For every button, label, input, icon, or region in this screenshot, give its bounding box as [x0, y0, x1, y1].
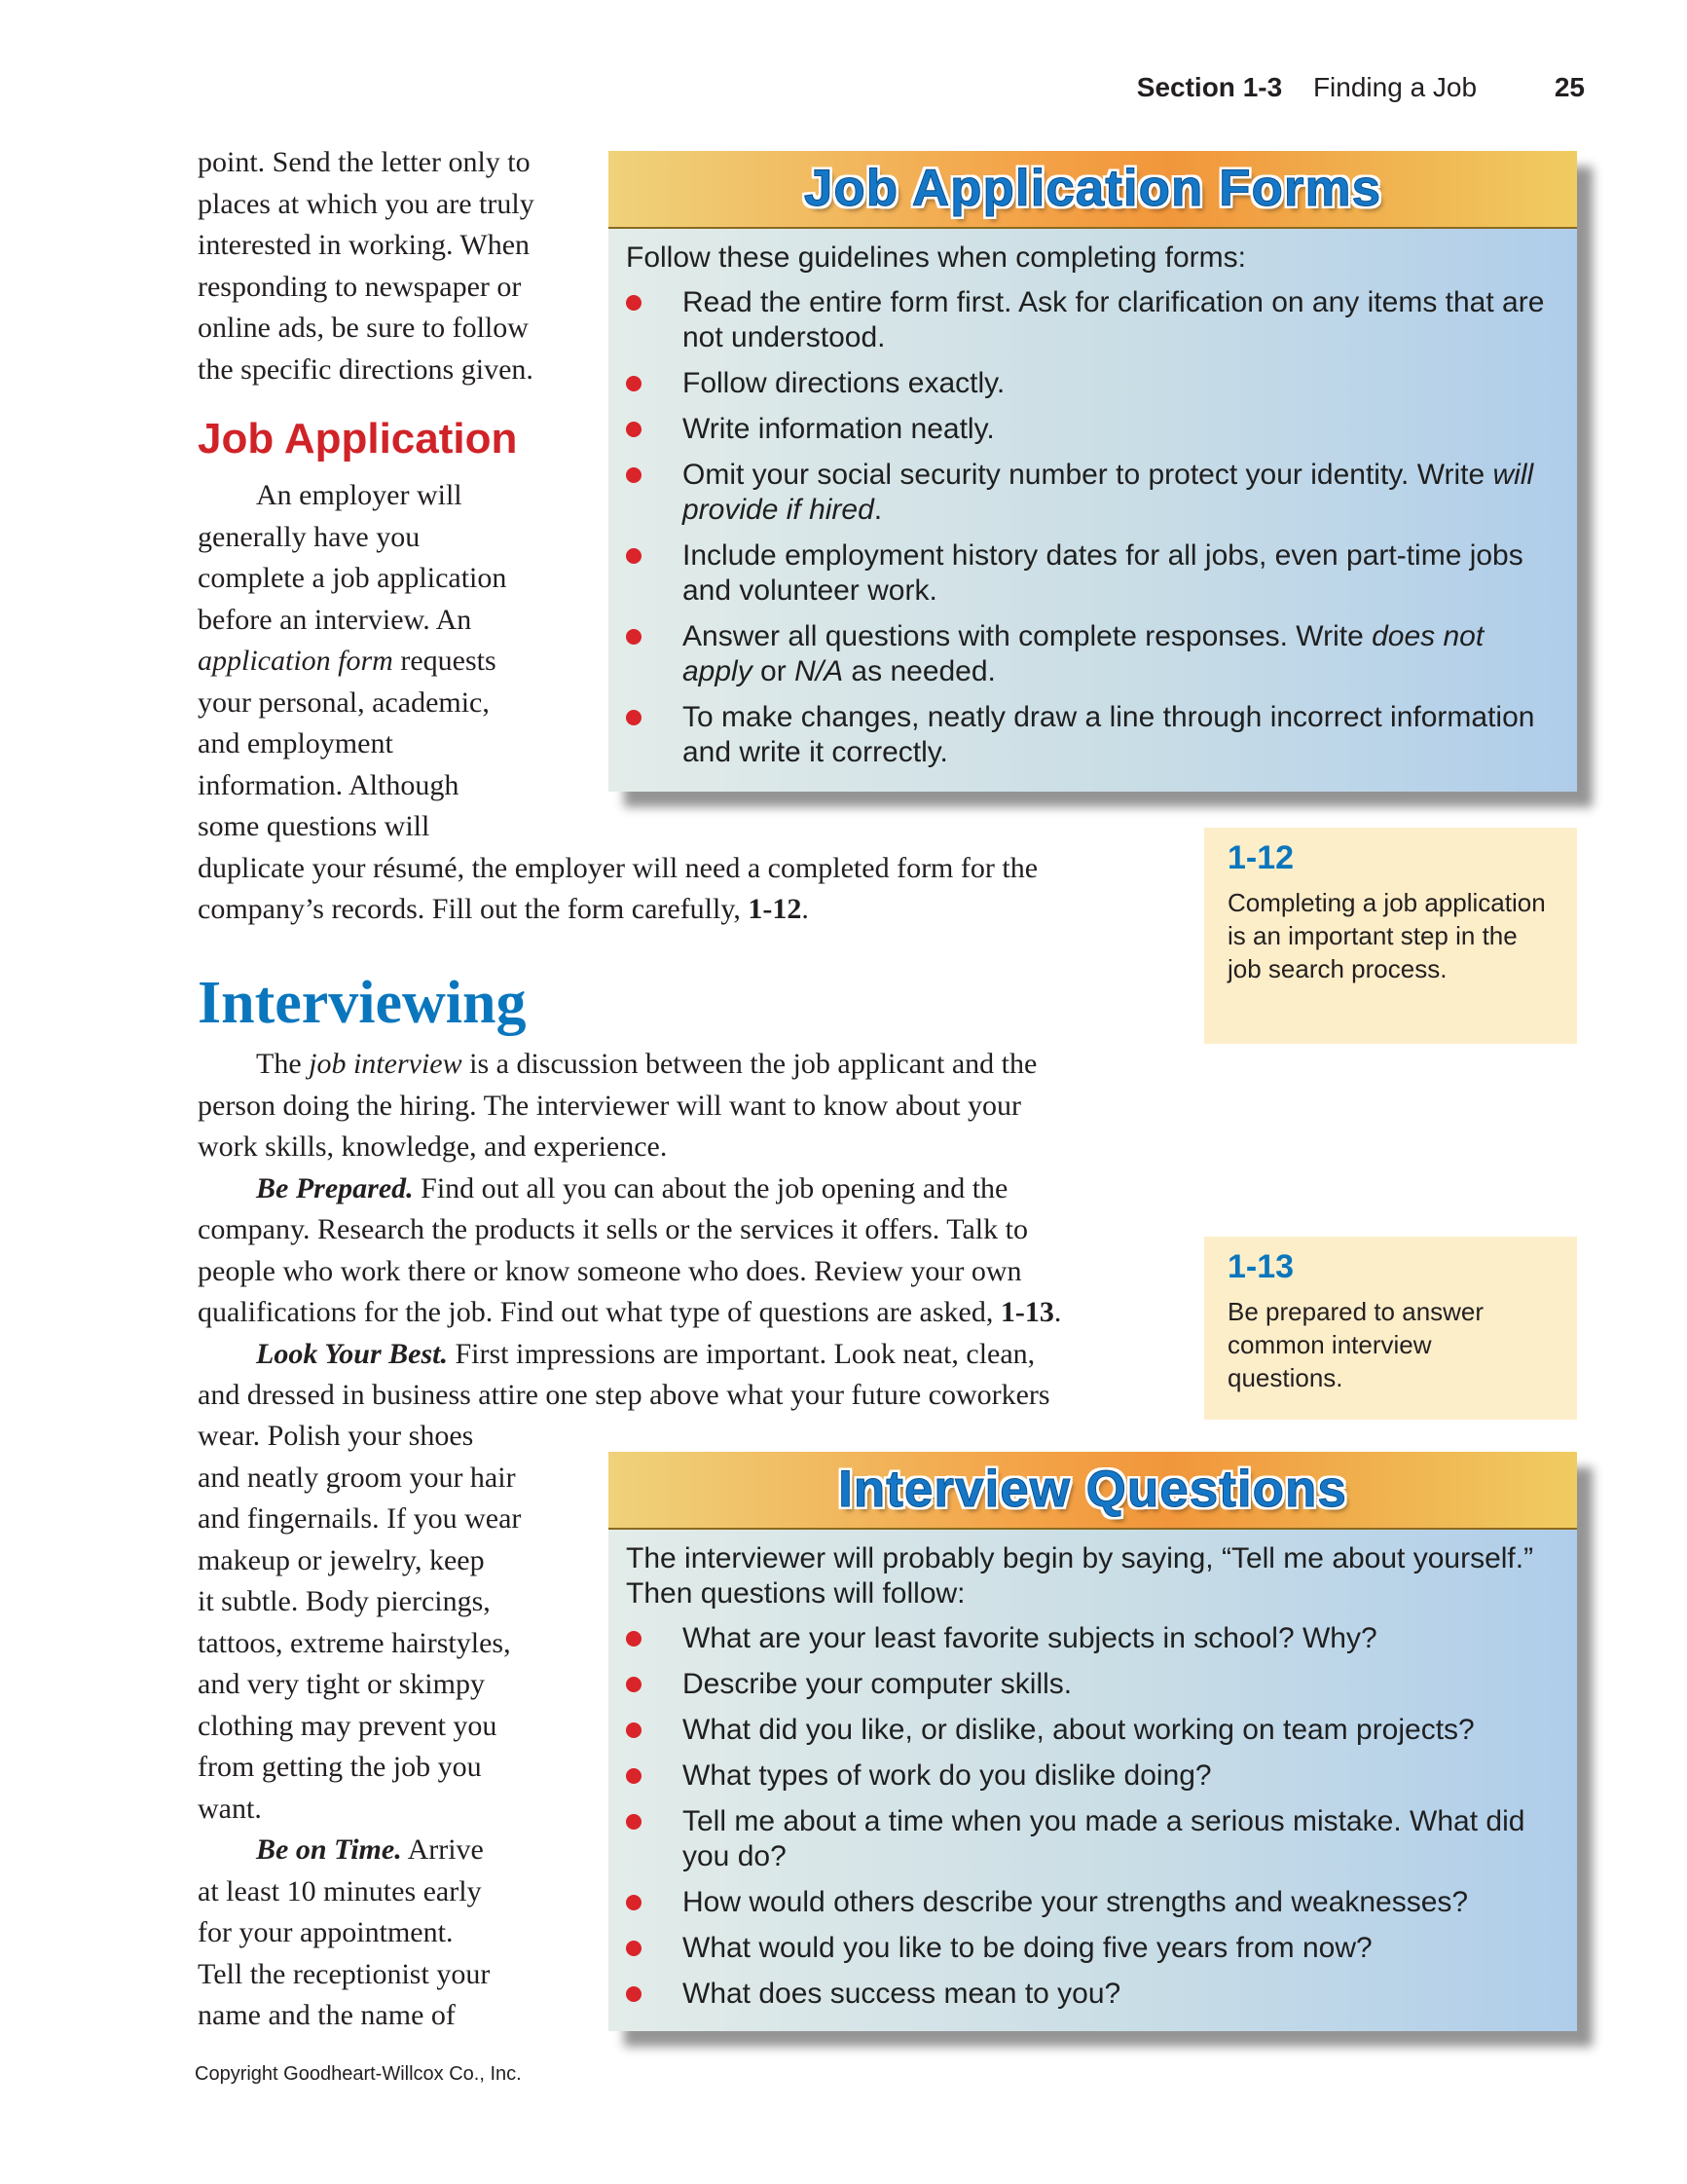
text-line: Be on Time. Arrive: [256, 1833, 484, 1866]
text-line: makeup or jewelry, keep: [198, 1543, 485, 1576]
list-item: What would you like to be doing five years from now?: [626, 1931, 1561, 1966]
text-line: interested in working. When: [198, 229, 531, 261]
figure-ref-1-13: 1-13: [1000, 1296, 1054, 1328]
feature-intro: The interviewer will probably begin by saying, “Tell me about yourself.” Then questions will follow:: [626, 1542, 1534, 1610]
list-item: What does success mean to you?: [626, 1977, 1561, 2012]
page-number: 25: [1554, 72, 1585, 102]
section-title: Finding a Job: [1312, 72, 1478, 102]
list-item: What did you like, or dislike, about working on team projects?: [626, 1713, 1561, 1748]
text-line: Tell the receptionist your: [198, 1957, 491, 1990]
note-text: Completing a job application is an important step in the job search process.: [1228, 888, 1546, 983]
list-item: Omit your social security number to protect your identity. Write will provide if hired.: [626, 458, 1561, 528]
bullet-icon: [626, 1722, 642, 1738]
run-in-be-prepared: Be Prepared.: [256, 1171, 414, 1204]
feature-title: Interview Questions: [838, 1461, 1347, 1518]
text-line: information. Although: [198, 768, 459, 801]
feature-header: [608, 151, 1577, 229]
note-text: Be prepared to answer common interview questions.: [1228, 1297, 1485, 1392]
run-in-be-on-time: Be on Time.: [256, 1833, 402, 1866]
text-line: places at which you are truly: [198, 187, 534, 220]
bullet-icon: [626, 376, 642, 391]
bullet-icon: [626, 710, 642, 725]
text-line: and dressed in business attire one step above what your future coworkers: [198, 1379, 1050, 1411]
text-line: An employer will: [256, 479, 462, 511]
bullet-icon: [626, 1986, 642, 2002]
text-line: online ads, be sure to follow: [198, 312, 529, 344]
text-line: duplicate your résumé, the employer will need a completed form for the: [198, 851, 1039, 884]
questions-list: [626, 1621, 1561, 2012]
text-line: name and the name of: [198, 1999, 456, 2031]
text-line: company. Research the products it sells or the services it offers. Talk to: [198, 1213, 1028, 1245]
interviewing-paragraphs: [198, 1044, 1200, 1417]
text-line: before an interview. An: [198, 603, 472, 636]
text-line: clothing may prevent you: [198, 1709, 497, 1742]
text-line: point. Send the letter only to: [198, 146, 531, 178]
bullet-icon: [626, 1895, 642, 1910]
interviewing-heading: Interviewing: [198, 970, 527, 1036]
text-line: and neatly groom your hair: [198, 1461, 516, 1494]
text-line: wear. Polish your shoes: [198, 1420, 474, 1452]
feature-body: [608, 1530, 1577, 2032]
text-line: for your appointment.: [198, 1916, 454, 1948]
term-application-form: application form: [198, 645, 393, 677]
text-line: some questions will: [198, 810, 430, 842]
list-item: To make changes, neatly draw a line through incorrect information and write it correctly.: [626, 700, 1561, 770]
note-number: 1-12: [1228, 839, 1295, 876]
bullet-icon: [626, 629, 642, 645]
feature-intro: Follow these guidelines when completing forms:: [626, 241, 1246, 274]
guidelines-list: [626, 285, 1561, 770]
running-head: [1137, 72, 1585, 103]
bullet-icon: [626, 548, 642, 564]
bullet-icon: [626, 1677, 642, 1692]
text-line: want.: [198, 1792, 262, 1825]
bullet-icon: [626, 467, 642, 483]
bullet-icon: [626, 295, 642, 311]
note-number: 1-13: [1228, 1248, 1295, 1285]
copyright-footer: Copyright Goodheart-Willcox Co., Inc.: [195, 2063, 522, 2085]
section-number: Section 1-3: [1136, 72, 1283, 102]
text-line: application form requests: [198, 645, 496, 677]
feature-title: Job Application Forms: [803, 160, 1382, 217]
text-line: tattoos, extreme hairstyles,: [198, 1626, 511, 1659]
text-line: person doing the hiring. The interviewer will want to know about your: [198, 1089, 1021, 1122]
list-item: What are your least favorite subjects in school? Why?: [626, 1621, 1561, 1656]
list-item: Include employment history dates for all jobs, even part-time jobs and volunteer work.: [626, 538, 1561, 609]
feature-header: [608, 1452, 1577, 1530]
bullet-icon: [626, 1941, 642, 1956]
text-line: at least 10 minutes early: [198, 1874, 482, 1907]
bullet-icon: [626, 422, 642, 437]
list-item: Tell me about a time when you made a serious mistake. What did you do?: [626, 1804, 1561, 1874]
text-line: The job interview is a discussion between the job applicant and the: [256, 1048, 1038, 1080]
interview-questions-box: [608, 1452, 1577, 2031]
job-application-heading: Job Application: [198, 415, 518, 463]
bullet-icon: [626, 1768, 642, 1784]
text-line: the specific directions given.: [198, 352, 533, 386]
text-line: your personal, academic,: [198, 685, 490, 719]
margin-note-1-13: [1204, 1237, 1577, 1420]
text-line: and employment: [198, 727, 393, 759]
narrow-column: [198, 1416, 587, 2037]
figure-ref-1-12: 1-12: [748, 893, 802, 925]
list-item: Describe your computer skills.: [626, 1667, 1561, 1702]
list-item: Read the entire form first. Ask for clarification on any items that are not understood.: [626, 285, 1561, 355]
text-line: and very tight or skimpy: [198, 1668, 485, 1700]
text-line: generally have you: [198, 520, 421, 553]
text-line: Be Prepared. Find out all you can about the job opening and the: [256, 1171, 1009, 1204]
text-line: responding to newspaper or: [198, 270, 522, 303]
text-line: people who work there or know someone who does. Review your own: [198, 1254, 1022, 1287]
list-item: How would others describe your strengths and weaknesses?: [626, 1885, 1561, 1920]
margin-note-1-12: [1204, 828, 1577, 1044]
bullet-icon: [626, 1814, 642, 1830]
text-line: complete a job application: [198, 562, 507, 594]
job-application-forms-box: [608, 151, 1577, 792]
text-line: company’s records. Fill out the form carefully, 1-12.: [198, 893, 809, 925]
list-item: Write information neatly.: [626, 412, 1561, 447]
list-item: What types of work do you dislike doing?: [626, 1758, 1561, 1794]
text-line: from getting the job you: [198, 1751, 482, 1783]
intro-paragraph: [198, 142, 587, 390]
text-line: it subtle. Body piercings,: [198, 1585, 491, 1617]
text-line: and fingernails. If you wear: [198, 1502, 522, 1535]
list-item: Answer all questions with complete responses. Write does not apply or N/A as needed.: [626, 619, 1561, 689]
feature-body: [608, 229, 1577, 791]
text-line: work skills, knowledge, and experience.: [198, 1130, 668, 1163]
text-line: qualifications for the job. Find out what type of questions are asked, 1-13.: [198, 1296, 1062, 1328]
list-item: Follow directions exactly.: [626, 366, 1561, 401]
text-line: Look Your Best. First impressions are important. Look neat, clean,: [256, 1337, 1036, 1370]
run-in-look-your-best: Look Your Best.: [256, 1337, 448, 1370]
term-job-interview: job interview: [309, 1048, 462, 1080]
bullet-icon: [626, 1631, 642, 1647]
